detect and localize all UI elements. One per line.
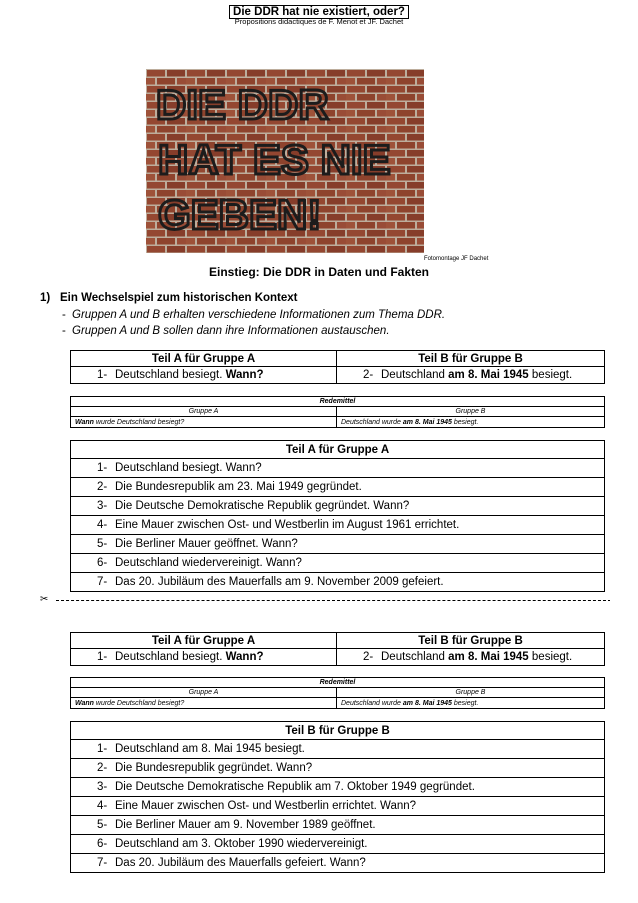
question-cell <box>71 478 605 497</box>
example-text: besiegt. <box>531 369 573 381</box>
redemittel-group-a: Gruppe A <box>71 407 337 417</box>
item-number: 6- <box>97 557 108 569</box>
question-text: Deutschland am 8. Mai 1945 besiegt. <box>115 743 305 755</box>
example-bold: Wann? <box>225 651 264 663</box>
example-text: besiegt. <box>531 651 573 663</box>
item-number: 6- <box>97 838 108 850</box>
question-cell <box>71 778 605 797</box>
question-cell <box>71 816 605 835</box>
example-cell-b <box>337 367 605 384</box>
question-cell <box>71 797 605 816</box>
question-row <box>71 478 605 497</box>
question-row <box>71 816 605 835</box>
question-row <box>71 554 605 573</box>
cut-line <box>40 594 610 608</box>
question-cell <box>71 497 605 516</box>
redemittel-phrase-b <box>337 417 605 428</box>
graffiti-line-3: GEBEN! <box>158 191 322 238</box>
question-cell <box>71 535 605 554</box>
item-number: 1- <box>97 743 108 755</box>
question-text: Die Berliner Mauer am 9. November 1989 geöffnet. <box>115 819 376 831</box>
question-cell <box>71 516 605 535</box>
question-cell <box>71 573 605 592</box>
question-text: Eine Mauer zwischen Ost- und Westberlin im August 1961 errichtet. <box>115 519 460 531</box>
instruction-bullet: - Gruppen A und B erhalten verschiedene Informationen zum Thema DDR. <box>62 309 446 321</box>
question-text: Die Deutsche Demokratische Republik am 7. Oktober 1949 gegründet. <box>115 781 475 793</box>
question-text: Die Bundesrepublik gegründet. Wann? <box>115 762 313 774</box>
question-cell <box>71 554 605 573</box>
item-number: 7- <box>97 576 108 588</box>
redemittel-title: Redemittel <box>71 397 605 407</box>
graffiti-line-1: DIE DDR <box>156 81 329 128</box>
phrase-text: Deutschland wurde <box>341 418 401 426</box>
question-row <box>71 573 605 592</box>
redemittel-table <box>70 396 605 428</box>
question-row <box>71 459 605 478</box>
question-text: Deutschland besiegt. Wann? <box>115 462 262 474</box>
bullet-text: Gruppen A und B sollen dann ihre Informationen austauschen. <box>72 325 390 337</box>
question-cell <box>71 459 605 478</box>
question-row <box>71 797 605 816</box>
part-b-table <box>70 721 605 873</box>
part-a-title: Teil A für Gruppe A <box>71 441 605 459</box>
question-row <box>71 759 605 778</box>
part-a-table <box>70 440 605 592</box>
redemittel-title: Redemittel <box>71 678 605 688</box>
item-number: 7- <box>97 857 108 869</box>
question-cell <box>71 854 605 873</box>
example-text: Deutschland <box>381 651 445 663</box>
question-text: Die Berliner Mauer geöffnet. Wann? <box>115 538 298 550</box>
phrase-bold: am 8. Mai 1945 <box>402 699 452 707</box>
question-row <box>71 854 605 873</box>
example-table <box>70 632 605 666</box>
redemittel-phrase-a <box>71 698 337 709</box>
question-row <box>71 835 605 854</box>
question-text: Die Deutsche Demokratische Republik gegründet. Wann? <box>115 500 410 512</box>
example-text: Deutschland <box>381 369 445 381</box>
example-bold: am 8. Mai 1945 <box>448 369 529 381</box>
example-cell-a <box>71 367 337 384</box>
title-text: Die DDR hat nie existiert, oder? <box>229 5 409 19</box>
example-cell-a <box>71 649 337 666</box>
example-header-a: Teil A für Gruppe A <box>71 633 337 649</box>
redemittel-group-b: Gruppe B <box>337 688 605 698</box>
question-text: Die Bundesrepublik am 23. Mai 1949 gegründet. <box>115 481 362 493</box>
item-number: 5- <box>97 538 108 550</box>
example-text: Deutschland besiegt. <box>115 651 223 663</box>
graffiti-line-2: HAT ES NIE <box>158 136 391 183</box>
dashed-line <box>56 600 610 601</box>
example-header-a: Teil A für Gruppe A <box>71 351 337 367</box>
phrase-bold: Wann <box>75 699 94 707</box>
question-row <box>71 778 605 797</box>
phrase-bold: Wann <box>75 418 94 426</box>
question-text: Eine Mauer zwischen Ost- und Westberlin errichtet. Wann? <box>115 800 417 812</box>
question-text: Deutschland wiedervereinigt. Wann? <box>115 557 302 569</box>
item-number: 1- <box>97 462 108 474</box>
section-number: 1) <box>40 292 51 304</box>
part-b-title: Teil B für Gruppe B <box>71 722 605 740</box>
example-header-b: Teil B für Gruppe B <box>337 633 605 649</box>
example-header-b: Teil B für Gruppe B <box>337 351 605 367</box>
brick-wall-photo <box>146 69 424 253</box>
redemittel-group-b: Gruppe B <box>337 407 605 417</box>
phrase-text: Deutschland wurde <box>341 699 401 707</box>
question-row <box>71 535 605 554</box>
question-text: Das 20. Jubiläum des Mauerfalls gefeiert. Wann? <box>115 857 366 869</box>
redemittel-group-a: Gruppe A <box>71 688 337 698</box>
phrase-text: wurde Deutschland besiegt? <box>95 418 185 426</box>
question-cell <box>71 740 605 759</box>
redemittel-phrase-a <box>71 417 337 428</box>
question-text: Deutschland am 3. Oktober 1990 wiedervereinigt. <box>115 838 368 850</box>
item-number: 4- <box>97 800 108 812</box>
phrase-bold: am 8. Mai 1945 <box>402 418 452 426</box>
redemittel-phrase-b <box>337 698 605 709</box>
item-number: 2- <box>363 651 374 663</box>
example-cell-b <box>337 649 605 666</box>
redemittel-table <box>70 677 605 709</box>
item-number: 2- <box>97 762 108 774</box>
example-bold: Wann? <box>225 369 264 381</box>
intro-heading: Einstieg: Die DDR in Daten und Fakten <box>208 265 430 279</box>
question-row <box>71 740 605 759</box>
example-text: Deutschland besiegt. <box>115 369 223 381</box>
question-row <box>71 497 605 516</box>
item-number: 2- <box>97 481 108 493</box>
question-row <box>71 516 605 535</box>
brick-wall-image <box>146 69 424 253</box>
item-number: 2- <box>363 369 374 381</box>
instruction-bullet: - Gruppen A und B sollen dann ihre Informationen austauschen. <box>62 325 390 337</box>
question-cell <box>71 835 605 854</box>
example-bold: am 8. Mai 1945 <box>448 651 529 663</box>
item-number: 5- <box>97 819 108 831</box>
item-number: 1- <box>97 369 108 381</box>
item-number: 3- <box>97 781 108 793</box>
section-title: Ein Wechselspiel zum historischen Kontext <box>60 292 298 304</box>
photo-credit: Fotomontage JF Dachet <box>424 256 489 262</box>
scissors-icon: ✂ <box>40 594 49 605</box>
item-number: 1- <box>97 651 108 663</box>
bullet-text: Gruppen A und B erhalten verschiedene Informationen zum Thema DDR. <box>72 309 446 321</box>
phrase-text: wurde Deutschland besiegt? <box>95 699 185 707</box>
page-subtitle: Propositions didactiques de F. Menot et JF. Dachet <box>234 17 404 26</box>
item-number: 4- <box>97 519 108 531</box>
question-cell <box>71 759 605 778</box>
phrase-text: besiegt. <box>453 418 479 426</box>
question-text: Das 20. Jubiläum des Mauerfalls am 9. November 2009 gefeiert. <box>115 576 444 588</box>
example-table <box>70 350 605 384</box>
item-number: 3- <box>97 500 108 512</box>
phrase-text: besiegt. <box>453 699 479 707</box>
